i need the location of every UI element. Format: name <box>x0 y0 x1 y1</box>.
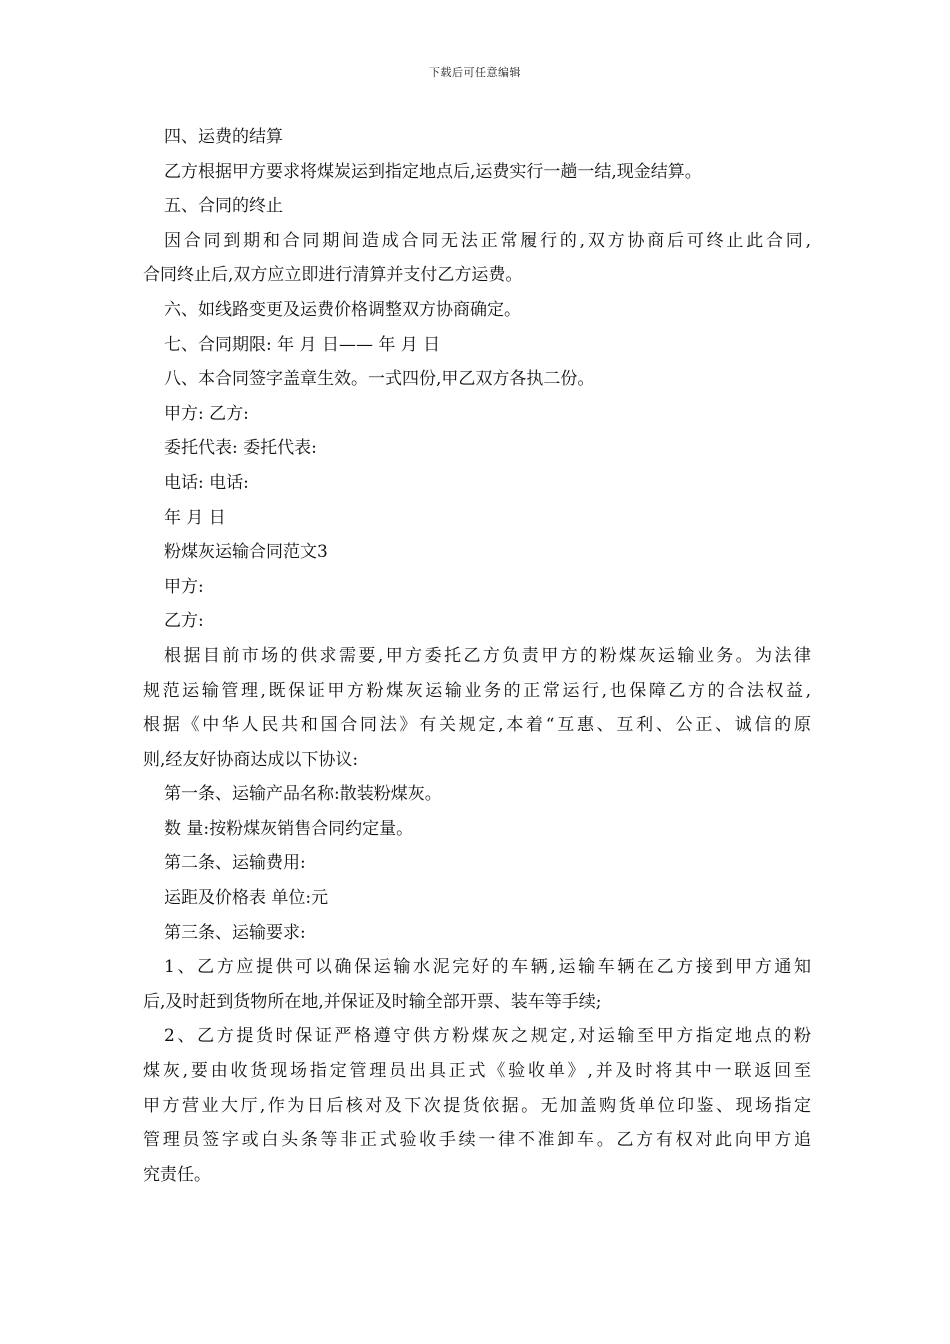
paragraph-line: 五、合同的终止 <box>164 196 283 217</box>
paragraph-line: 八、本合同签字盖章生效。一式四份,甲乙双方各执二份。 <box>164 369 595 390</box>
paragraph-line: 电话: 电话: <box>164 472 249 493</box>
document-body <box>143 120 811 1192</box>
paragraph-line: 粉煤灰运输合同范文3 <box>164 542 328 563</box>
paragraph-line: 委托代表: 委托代表: <box>164 438 317 459</box>
paragraph-line: 2、乙方提货时保证严格遵守供方粉煤灰之规定,对运输至甲方指定地点的粉 <box>164 1026 811 1047</box>
paragraph-line: 四、运费的结算 <box>164 127 283 147</box>
paragraph-line: 第一条、运输产品名称:散装粉煤灰。 <box>164 784 442 805</box>
paragraph-line: 煤灰,要由收货现场指定管理员出具正式《验收单》,并及时将其中一联返回至 <box>143 1061 811 1082</box>
paragraph-line: 规范运输管理,既保证甲方粉煤灰运输业务的正常运行,也保障乙方的合法权益, <box>143 680 811 701</box>
paragraph-line: 运距及价格表 单位:元 <box>164 888 329 909</box>
paragraph-line: 第三条、运输要求: <box>164 922 306 943</box>
paragraph-line: 则,经友好协商达成以下协议: <box>143 749 359 770</box>
paragraph-line: 乙方: <box>164 611 204 632</box>
paragraph-line: 甲方: <box>164 576 204 597</box>
paragraph-line: 第二条、运输费用: <box>164 853 306 874</box>
paragraph-line: 根据《中华人民共和国合同法》有关规定,本着“互惠、互利、公正、诚信的原 <box>143 715 811 736</box>
paragraph-line: 甲方营业大厅,作为日后核对及下次提货依据。无加盖购货单位印鉴、现场指定 <box>143 1095 811 1116</box>
paragraph-line: 因合同到期和合同期间造成合同无法正常履行的,双方协商后可终止此合同, <box>164 230 811 251</box>
paragraph-line: 数 量:按粉煤灰销售合同约定量。 <box>164 818 414 839</box>
paragraph-line: 甲方: 乙方: <box>164 403 249 424</box>
paragraph-line: 年 月 日 <box>164 507 226 528</box>
paragraph-line: 究责任。 <box>143 1164 211 1185</box>
paragraph-line: 后,及时赶到货物所在地,并保证及时输全部开票、装车等手续; <box>143 991 602 1012</box>
paragraph-line: 1、乙方应提供可以确保运输水泥完好的车辆,运输车辆在乙方接到甲方通知 <box>164 957 811 978</box>
page-header: 下载后可任意编辑 <box>429 66 521 79</box>
paragraph-line: 七、合同期限: 年 月 日—— 年 月 日 <box>164 334 441 355</box>
paragraph-line: 根据目前市场的供求需要,甲方委托乙方负责甲方的粉煤灰运输业务。为法律 <box>164 645 811 666</box>
paragraph-line: 六、如线路变更及运费价格调整双方协商确定。 <box>164 299 521 320</box>
paragraph-line: 乙方根据甲方要求将煤炭运到指定地点后,运费实行一趟一结,现金结算。 <box>164 161 702 182</box>
paragraph-line: 管理员签字或白头条等非正式验收手续一律不准卸车。乙方有权对此向甲方追 <box>143 1130 811 1151</box>
paragraph-line: 合同终止后,双方应立即进行清算并支付乙方运费。 <box>143 265 523 286</box>
